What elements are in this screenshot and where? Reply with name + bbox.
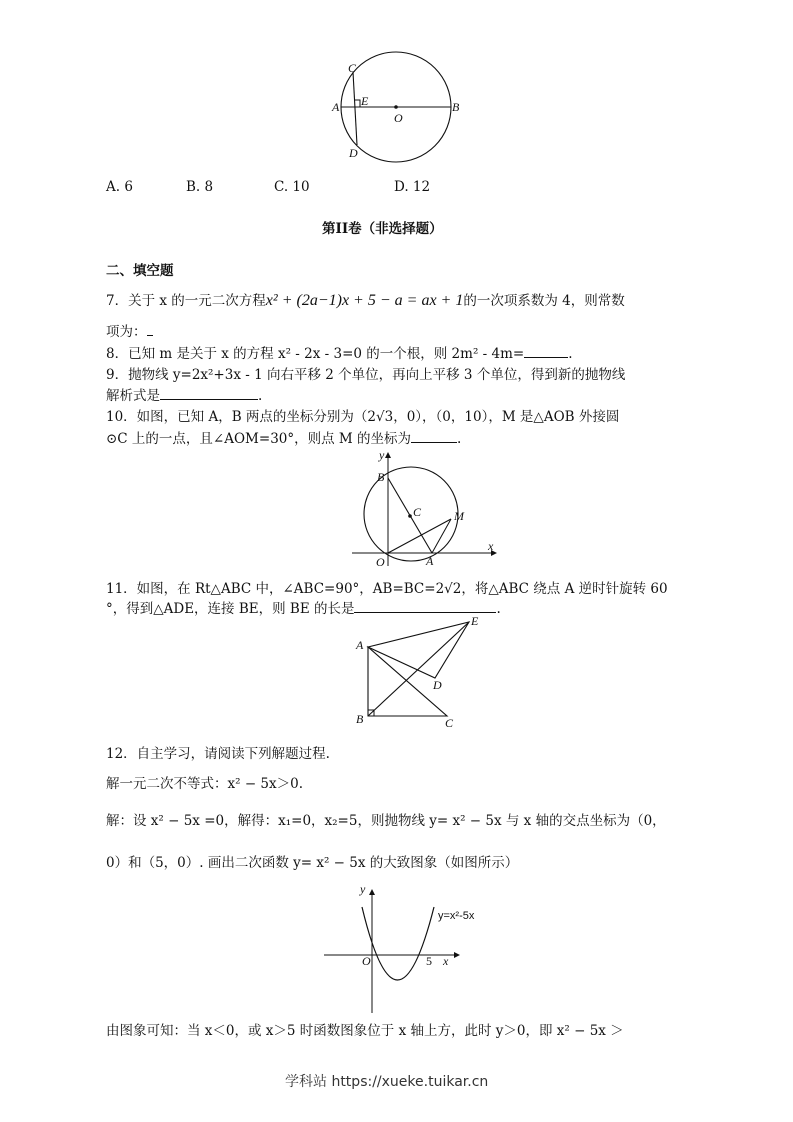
q8-answer-blank[interactable] — [524, 345, 568, 358]
q6-label-b: B — [452, 100, 460, 114]
q10-end: . — [457, 431, 462, 447]
q10-label-o: O — [376, 555, 385, 569]
q11-label-e: E — [471, 614, 479, 628]
q10-line2 — [106, 430, 461, 448]
q12-label-y: y — [360, 882, 366, 896]
q10-line1: 10．如图，已知 A，B 两点的坐标分别为（2√3，0），（0，10），M 是△AOB 外接圆 — [106, 409, 620, 425]
q10-label-c: C — [413, 505, 422, 519]
q6-option-c: C. 10 — [274, 179, 310, 195]
q6-label-d: D — [349, 146, 358, 160]
q7-line1 — [106, 292, 625, 310]
q9-answer-blank[interactable] — [160, 387, 258, 400]
q12-line5: 由图象可知：当 x＜0，或 x＞5 时函数图象位于 x 轴上方，此时 y＞0，即 x² − 5x ＞ — [106, 1023, 624, 1039]
q11-line2-text: °，得到△ADE，连接 BE，则 BE 的长是 — [106, 601, 355, 617]
q10-figure — [348, 450, 498, 570]
q6-option-d: D. 12 — [394, 179, 431, 195]
q11-label-b: B — [356, 712, 364, 726]
q11-label-c: C — [445, 716, 454, 730]
q11-segment-be — [368, 622, 469, 716]
q12-parabola-curve — [362, 907, 434, 980]
q11-label-a: A — [356, 638, 364, 652]
q6-label-o: O — [394, 111, 403, 125]
q6-circle-figure — [330, 55, 470, 165]
q10-answer-blank[interactable] — [411, 430, 457, 443]
section-title: 第II卷（非选择题） — [322, 221, 443, 237]
q10-label-m: M — [454, 509, 464, 523]
q8-end: . — [568, 346, 573, 362]
q6-label-a: A — [332, 100, 340, 114]
q7-prefix: 7．关于 x 的一元二次方程 — [106, 293, 266, 309]
q11-label-d: D — [433, 678, 442, 692]
q10-label-a: A — [426, 554, 434, 568]
q7-line2 — [106, 323, 153, 341]
q7-suffix: 的一次项系数为 4，则常数 — [463, 293, 625, 309]
q12-label-o: O — [362, 954, 371, 968]
q10-label-y: y — [379, 448, 385, 462]
q6-option-a: A. 6 — [106, 179, 133, 195]
q9-line2 — [106, 387, 262, 405]
q11-end: . — [496, 601, 501, 617]
q11-answer-blank[interactable] — [354, 600, 496, 613]
q12-line1: 12．自主学习，请阅读下列解题过程. — [106, 746, 330, 762]
q9-line1: 9．抛物线 y=2x²+3x - 1 向右平移 2 个单位，再向上平移 3 个单位，得到新的抛物线 — [106, 367, 626, 383]
q10-y-arrow — [385, 452, 391, 458]
q7-answer-blank[interactable] — [147, 323, 153, 336]
q12-line2: 解一元二次不等式：x² − 5x＞0. — [106, 776, 304, 792]
q8-line — [106, 345, 573, 363]
q6-chord-cd — [353, 72, 357, 145]
q6-label-c: C — [348, 61, 357, 75]
q12-line4: 0）和（5，0）. 画出二次函数 y= x² − 5x 的大致图象（如图所示） — [106, 855, 519, 871]
q11-line1: 11．如图，在 Rt△ABC 中，∠ABC=90°，AB=BC=2√2，将△ABC 绕点 A 逆时针旋转 60 — [106, 581, 668, 597]
q12-label-x: x — [443, 954, 449, 968]
part-heading: 二、填空题 — [106, 263, 174, 279]
q10-center-dot — [408, 514, 412, 518]
q7-line2-text: 项为： — [106, 324, 147, 340]
q8-text: 8．已知 m 是关于 x 的方程 x² - 2x - 3=0 的一个根，则 2m² - 4m= — [106, 346, 525, 362]
q12-x-arrow — [454, 952, 460, 958]
q11-figure — [352, 615, 492, 730]
q10-line2-text: ⊙C 上的一点，且∠AOM=30°，则点 M 的坐标为 — [106, 431, 412, 447]
q12-y-arrow — [369, 889, 375, 895]
q9-line2-text: 解析式是 — [106, 388, 160, 404]
footer-watermark: 学科站 https://xueke.tuikar.cn — [285, 1074, 489, 1090]
q9-end: . — [258, 388, 263, 404]
q6-option-b: B. 8 — [186, 179, 214, 195]
q12-label-5: 5 — [426, 954, 432, 968]
q12-parabola-figure — [322, 882, 492, 1015]
q6-center-dot — [394, 105, 398, 109]
q7-equation: x² + (2a−1)x + 5 − a = ax + 1 — [265, 292, 464, 309]
q10-label-x: x — [488, 539, 494, 553]
q10-label-b: B — [377, 470, 385, 484]
q6-label-e: E — [361, 94, 369, 108]
q12-line3: 解：设 x² − 5x =0，解得：x₁=0，x₂=5，则抛物线 y= x² − 5x 与 x 轴的交点坐标为（0， — [106, 813, 666, 829]
q12-label-equation: y=x²-5x — [438, 910, 475, 922]
